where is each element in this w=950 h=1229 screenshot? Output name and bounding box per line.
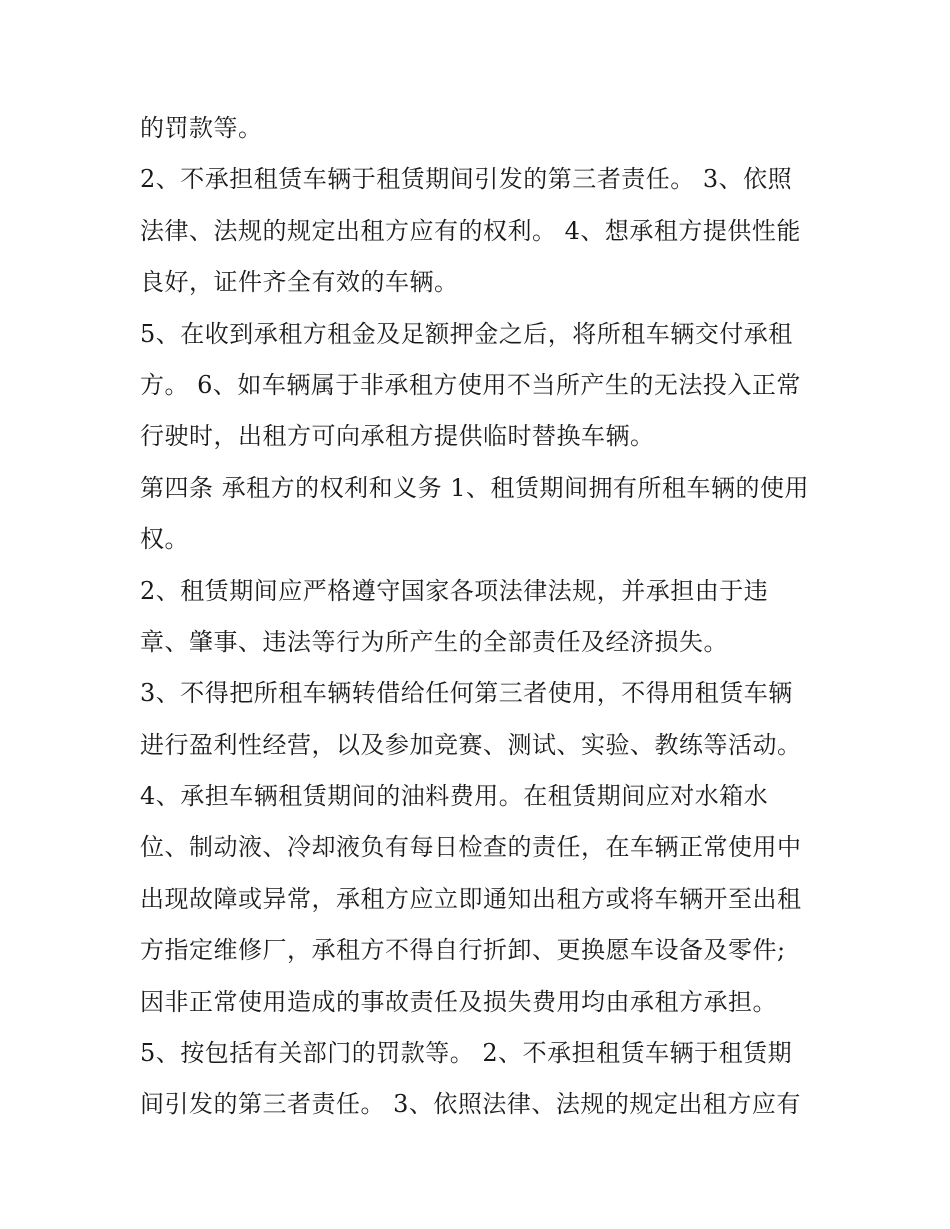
text-line: 因非正常使用造成的事故责任及损失费用均由承租方承担。: [140, 987, 777, 1016]
text-line: 行驶时，出租方可向承租方提供临时替换车辆。: [140, 422, 655, 451]
text-line: 5、在收到承租方租金及足额押金之后，将所租车辆交付承租: [140, 319, 793, 348]
text-line: 出现故障或异常，承租方应立即通知出租方或将车辆开至出租: [140, 884, 802, 913]
text-line: 间引发的第三者责任。 3、依照法律、法规的规定出租方应有: [140, 1090, 801, 1119]
text-line: 4、承担车辆租赁期间的油料费用。在租赁期间应对水箱水: [140, 782, 769, 811]
section-heading-line: 第四条 承租方的权利和义务 1、租赁期间拥有所租车辆的使用: [140, 473, 810, 502]
text-line: 2、不承担租赁车辆于租赁期间引发的第三者责任。 3、依照: [140, 165, 793, 194]
text-line: 法律、法规的规定出租方应有的权利。 4、想承租方提供性能: [140, 216, 801, 245]
text-line: 方。 6、如车辆属于非承租方使用不当所产生的无法投入正常: [140, 370, 801, 399]
text-line: 的罚款等。: [140, 114, 263, 142]
text-line: 3、不得把所租车辆转借给任何第三者使用，不得用租赁车辆: [140, 679, 793, 708]
text-line: 2、租赁期间应严格遵守国家各项法律法规，并承担由于违: [140, 576, 769, 605]
text-line: 5、按包括有关部门的罚款等。 2、不承担租赁车辆于租赁期: [140, 1039, 793, 1068]
text-line: 良好，证件齐全有效的车辆。: [140, 268, 459, 297]
document-body: [140, 103, 840, 1131]
text-line: 位、制动液、冷却液负有每日检查的责任，在车辆正常使用中: [140, 833, 802, 862]
text-line: 进行盈利性经营，以及参加竞赛、测试、实验、教练等活动。: [140, 730, 802, 759]
text-line: 权。: [140, 525, 189, 554]
text-line: 章、肇事、违法等行为所产生的全部责任及经济损失。: [140, 627, 728, 656]
text-line: 方指定维修厂，承租方不得自行折卸、更换愿车设备及零件;: [140, 936, 786, 965]
